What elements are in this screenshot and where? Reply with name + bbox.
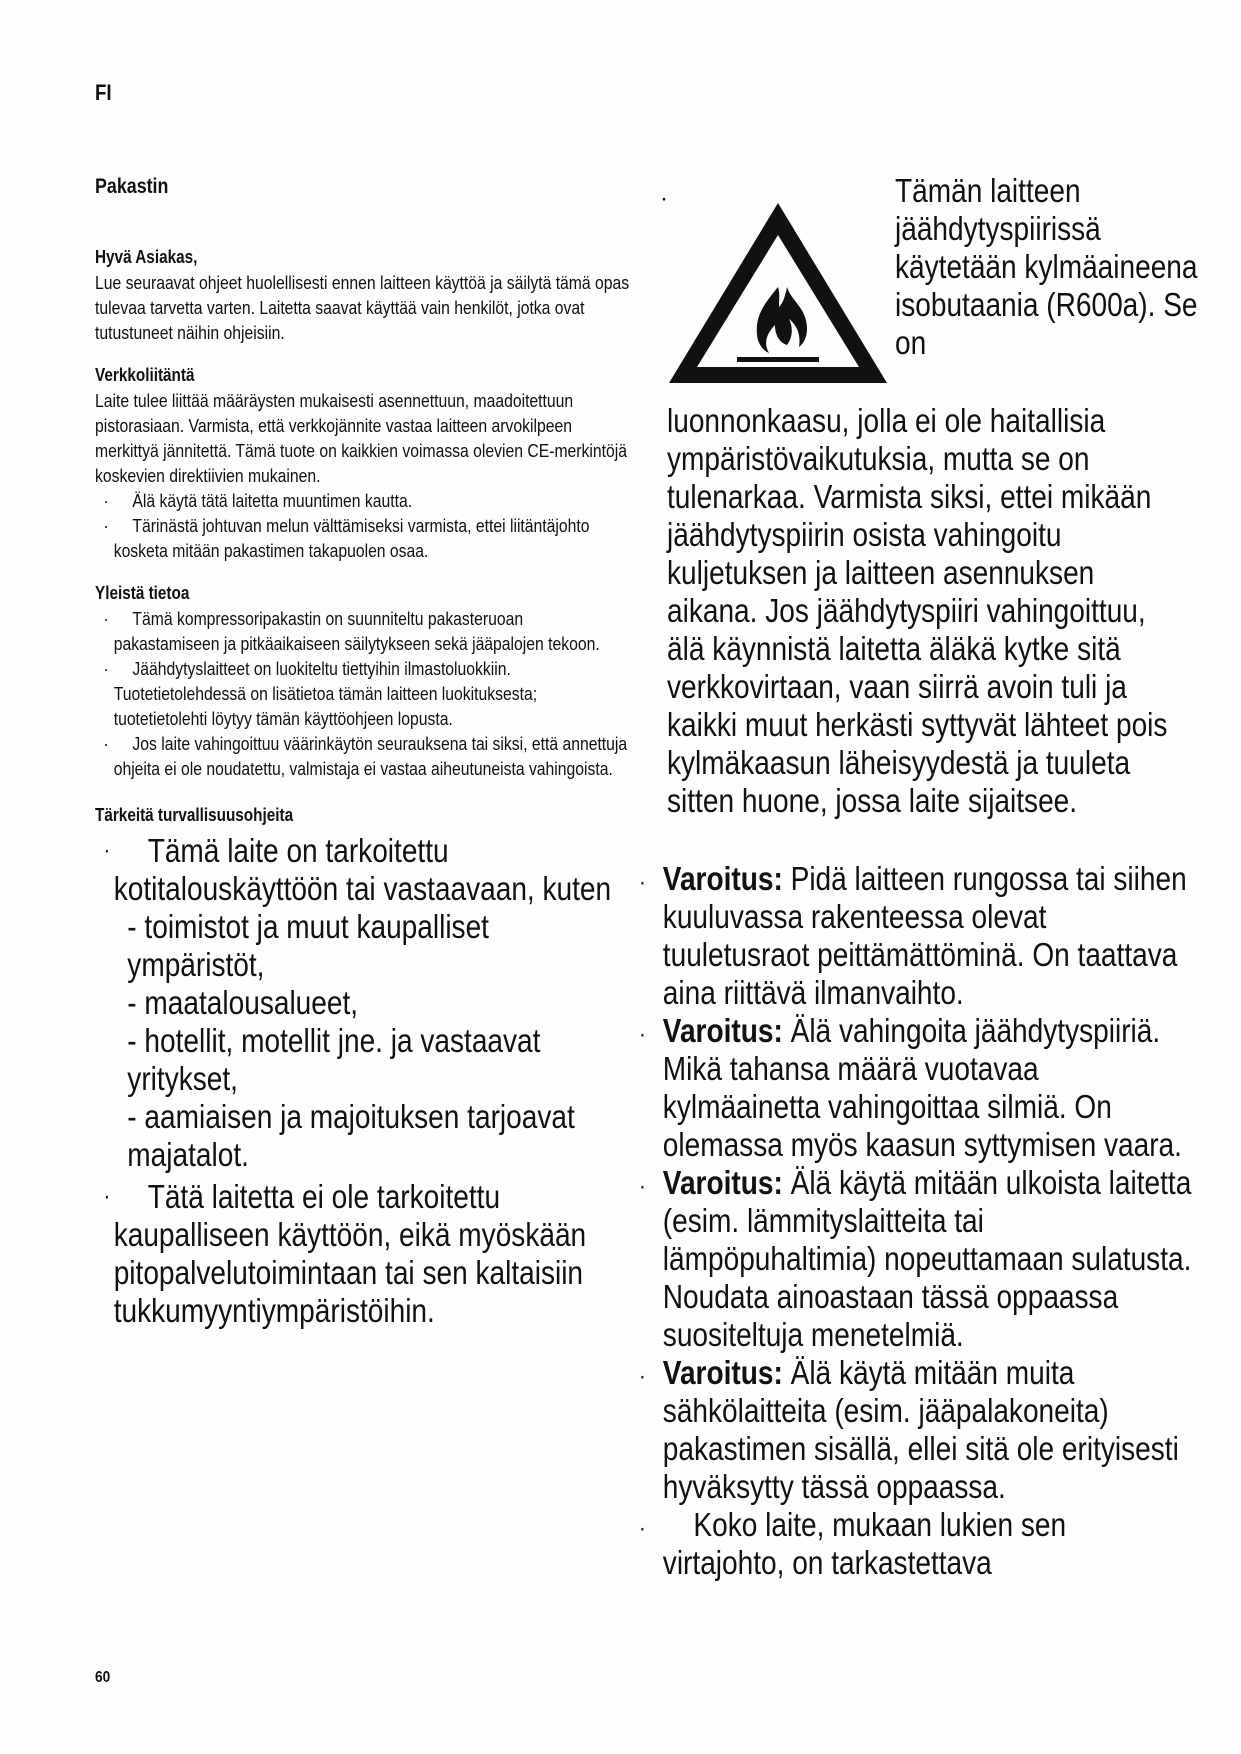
list-item [639, 1012, 1196, 1164]
warning-keyword: Varoitus: [662, 1354, 783, 1391]
bullet-icon: · [639, 1021, 646, 1048]
bullet-icon: · [103, 837, 111, 864]
left-column [95, 175, 635, 1330]
general-heading: Yleistä tietoa [95, 583, 190, 603]
safety-subitem: - maatalousalueet, [127, 984, 359, 1021]
warning-text: Älä käytä mitään ulkoista laitetta (esim. lämmityslaitteita tai lämpöpuhaltimia) nopeuttamaan sulatusta. Noudata ainoastaan tässä oppaassa suositeltuja menetelmiä. [662, 1164, 1192, 1353]
language-code: FI [95, 80, 112, 105]
general-bullet-2: Jäähdytyslaitteet on luokiteltu tiettyihin ilmastoluokkiin. Tuotetietolehdessä on lisätietoa tämän laitteen luokituksesta; tuotetietolehti löytyy tämän käyttöohjeen lopusta. [113, 658, 538, 729]
bullet-icon: · [103, 608, 109, 629]
bullet-icon: · [103, 733, 109, 754]
isobutane-paragraph-head: Tämän laitteen jäähdytyspiirissä käytetään kylmäaineena isobutaania (R600a). Se on [895, 172, 1198, 361]
bullet-icon: · [639, 1515, 646, 1542]
network-bullet-2: Tärinästä johtuvan melun välttämiseksi varmista, ettei liitäntäjohto kosketa mitään pakastimen takapuolen osaa. [113, 515, 590, 561]
network-section [95, 363, 632, 563]
bullet-icon: · [103, 490, 109, 511]
list-item [639, 1354, 1196, 1506]
bullet-icon: · [639, 1363, 646, 1390]
warning-text: Älä käytä mitään muita sähkölaitteita (esim. jääpalakoneita) pakastimen sisällä, ellei sitä ole erityisesti hyväksytty tässä oppaassa. [662, 1354, 1179, 1505]
last-bullet-rest: virtajohto, on tarkastettava [662, 1544, 992, 1581]
warning-text: Pidä laitteen rungossa tai siihen kuuluvassa rakenteessa olevat tuuletusraot peittämättöminä. On taattava aina riittävä ilmanvaihto. [662, 860, 1187, 1011]
general-bullet-3: Jos laite vahingoittuu väärinkäytön seurauksena tai siksi, että annettuja ohjeita ei ole noudatettu, valmistaja ei vastaa aiheutuneista vahingoista. [113, 733, 628, 779]
greeting-text: Lue seuraavat ohjeet huolellisesti ennen laitteen käyttöä ja säilytä tämä opas tulevaa tarvetta varten. Laitetta saavat käyttää vain henkilöt, jotka ovat tutustuneet näihin ohjeisiin. [95, 272, 630, 343]
general-bullet-1: Tämä kompressoripakastin on suunniteltu pakasteruoan pakastamiseen ja pitkäaikaiseen säilytykseen sekä jääpalojen tekoon. [113, 608, 600, 654]
list-item [95, 513, 632, 563]
safety-subitem: - toimistot ja muut kaupalliset ympäristöt, [127, 908, 489, 983]
warnings-list [639, 860, 1199, 1582]
list-item [639, 860, 1196, 1012]
last-bullet-lead: Koko laite, mukaan lukien sen [693, 1506, 1067, 1543]
safety-subitem: - aamiaisen ja majoituksen tarjoavat majatalot. [127, 1098, 575, 1173]
safety-bullet-1-rest: kotitalouskäyttöön tai vastaavaan, kuten [113, 870, 612, 907]
warning-keyword: Varoitus: [662, 1012, 783, 1049]
bullet-icon: · [639, 1173, 646, 1200]
warning-keyword: Varoitus: [662, 1164, 783, 1201]
list-item [95, 606, 632, 656]
bullet-icon: · [660, 185, 668, 212]
network-heading: Verkkoliitäntä [95, 365, 195, 385]
list-item [95, 1178, 632, 1330]
list-item [95, 832, 632, 1174]
bullet-icon: · [103, 515, 109, 536]
list-item [639, 1506, 1196, 1582]
network-bullet-1: Älä käytä tätä laitetta muuntimen kautta. [132, 490, 413, 511]
safety-section [95, 803, 632, 1330]
greeting-section [95, 245, 632, 345]
bullet-icon: · [639, 869, 646, 896]
isobutane-paragraph-rest: luonnonkaasu, jolla ei ole haitallisia ympäristövaikutuksia, mutta se on tulenarkaa. Varmista siksi, ettei mikään jäähdytyspiirin osista vahingoitu kuljetuksen ja laitteen asennuksen aikana. Jos jäähdytyspiiri vahingoittuu, älä käynnistä laitetta äläkä kytke sitä verkkovirtaan, vaan siirrä avoin tuli ja kaikki muut herkästi syttyvät lähteet pois kylmäkaasun läheisyydestä ja tuuleta sitten huone, jossa laite sijaitsee. [667, 402, 1168, 819]
safety-heading: Tärkeitä turvallisuusohjeita [95, 805, 294, 825]
warning-text: Älä vahingoita jäähdytyspiiriä. Mikä tahansa määrä vuotavaa kylmäainetta vahingoittaa silmiä. On olemassa myös kaasun syttymisen vaara. [662, 1012, 1182, 1163]
list-item [95, 488, 632, 513]
safety-bullet-2-rest: kaupalliseen käyttöön, eikä myöskään pitopalvelutoimintaan tai sen kaltaisiin tukkumyyntiympäristöihin. [113, 1216, 587, 1329]
list-item [639, 1164, 1196, 1354]
page-title: Pakastin [95, 175, 169, 198]
safety-subitem: - hotellit, motellit jne. ja vastaavat yritykset, [127, 1022, 541, 1097]
safety-bullet-1-lead: Tämä laite on tarkoitettu [147, 832, 449, 869]
warning-keyword: Varoitus: [662, 860, 783, 897]
greeting-heading: Hyvä Asiakas, [95, 247, 198, 267]
list-item [95, 656, 632, 731]
general-section [95, 581, 632, 781]
bullet-icon: · [103, 1183, 111, 1210]
network-text: Laite tulee liittää määräysten mukaisesti asennettuun, maadoitettuun pistorasiaan. Varmista, että verkkojännite vastaa laitteen arvokilpeen merkittyä jännitettä. Tämä tuote on kaikkien voimassa olevien CE-merkintöjä koskevien direktiivien mukainen. [95, 390, 627, 486]
safety-bullet-2-lead: Tätä laitetta ei ole tarkoitettu [147, 1178, 501, 1215]
page-number: 60 [95, 1669, 111, 1686]
bullet-icon: · [103, 658, 109, 679]
flammable-warning-icon [663, 195, 893, 395]
list-item [95, 731, 632, 781]
